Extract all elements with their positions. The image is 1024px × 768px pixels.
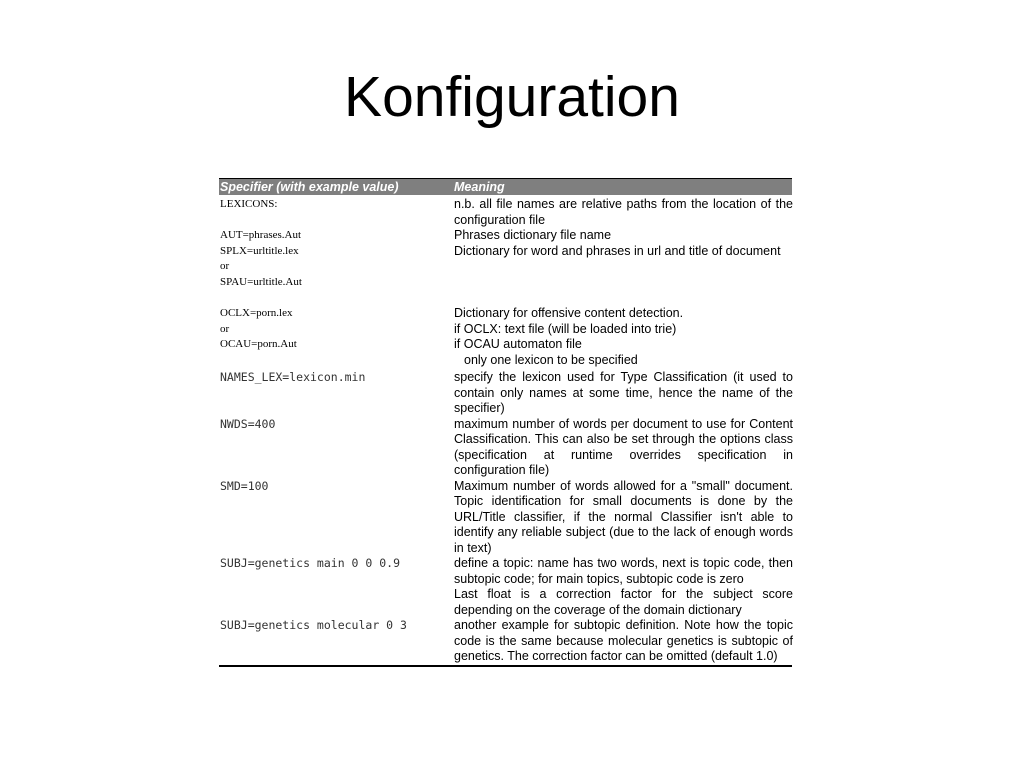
meaning-cell	[454, 618, 793, 665]
config-table	[219, 178, 792, 667]
meaning-line: Dictionary for offensive content detection.	[454, 306, 684, 320]
spec-line: SPLX=urltitle.lex	[220, 244, 299, 257]
spec-line: AUT=phrases.Aut	[220, 229, 302, 241]
spec-line: or	[220, 260, 230, 272]
spec-cell	[219, 244, 454, 291]
meaning-cell	[454, 244, 793, 291]
slide-title: Konfiguration	[344, 65, 680, 129]
meaning-line: only one lexicon to be specified	[464, 352, 638, 367]
meaning-line: specify the lexicon used for Type Classification (it used to contain only names at some time, hence the name of the specifier)	[454, 370, 793, 415]
spec-cell	[219, 306, 454, 368]
table-row	[219, 228, 792, 244]
table-row	[219, 370, 792, 417]
spec-cell	[219, 618, 454, 665]
spec-line: NWDS=400	[220, 416, 276, 431]
meaning-line: define a topic: name has two words, next is topic code, then subtopic code; for main topics, subtopic code is zero	[454, 556, 793, 586]
header-specifier: Specifier (with example value)	[220, 180, 399, 194]
table-bottom-rule	[219, 665, 792, 667]
table-row	[219, 417, 792, 479]
spec-line: SPAU=urltitle.Aut	[220, 275, 302, 288]
meaning-line: Phrases dictionary file name	[454, 228, 612, 242]
spec-cell	[219, 479, 454, 557]
meaning-line: Last float is a correction factor for the subject score depending on the coverage of the domain dictionary	[454, 587, 793, 617]
meaning-cell	[454, 370, 793, 417]
meaning-cell	[454, 479, 793, 557]
meaning-cell	[454, 417, 793, 479]
table-header	[219, 179, 792, 195]
meaning-line: if OCLX: text file (will be loaded into trie)	[454, 321, 677, 336]
table-row	[219, 197, 792, 228]
table-row	[219, 479, 792, 557]
meaning-cell	[454, 197, 793, 228]
meaning-cell	[454, 228, 793, 244]
spec-cell	[219, 228, 454, 244]
table-row	[219, 556, 792, 618]
spec-cell	[219, 197, 454, 228]
header-meaning: Meaning	[454, 180, 505, 194]
meaning-line: Maximum number of words allowed for a "small" document. Topic identification for small documents is done by the URL/Title classifier, if the normal Classifier isn't able to identify any reliable subject (due to the lack of enough words in text)	[454, 478, 793, 555]
meaning-line: Dictionary for word and phrases in url and title of document	[454, 243, 781, 258]
spec-cell	[219, 370, 454, 417]
meaning-line: maximum number of words per document to use for Content Classification. This can also be set through the options class (specification at runtime overrides specification in configuration file)	[454, 416, 793, 477]
spec-cell	[219, 556, 454, 618]
meaning-line: another example for subtopic definition. Note how the topic code is the same because molecular genetics is subtopic of genetics. The correction factor can be omitted (default 1.0)	[454, 618, 793, 663]
meaning-cell	[454, 306, 793, 368]
table-row	[219, 244, 792, 291]
table-row	[219, 618, 792, 665]
spec-line: SUBJ=genetics main 0 0 0.9	[220, 556, 401, 570]
spec-cell	[219, 417, 454, 479]
spec-line: or	[220, 322, 230, 335]
spec-line: OCAU=porn.Aut	[220, 338, 297, 350]
spec-line: OCLX=porn.lex	[220, 307, 293, 319]
spec-line: SMD=100	[220, 478, 269, 493]
spec-line: NAMES_LEX=lexicon.min	[220, 370, 366, 384]
meaning-cell	[454, 556, 793, 618]
table-row	[219, 306, 792, 368]
meaning-line: if OCAU automaton file	[454, 337, 582, 351]
meaning-line: n.b. all file names are relative paths from the location of the configuration file	[454, 197, 793, 227]
spec-line: SUBJ=genetics molecular 0 3	[220, 618, 407, 632]
spec-line: LEXICONS:	[220, 198, 278, 210]
